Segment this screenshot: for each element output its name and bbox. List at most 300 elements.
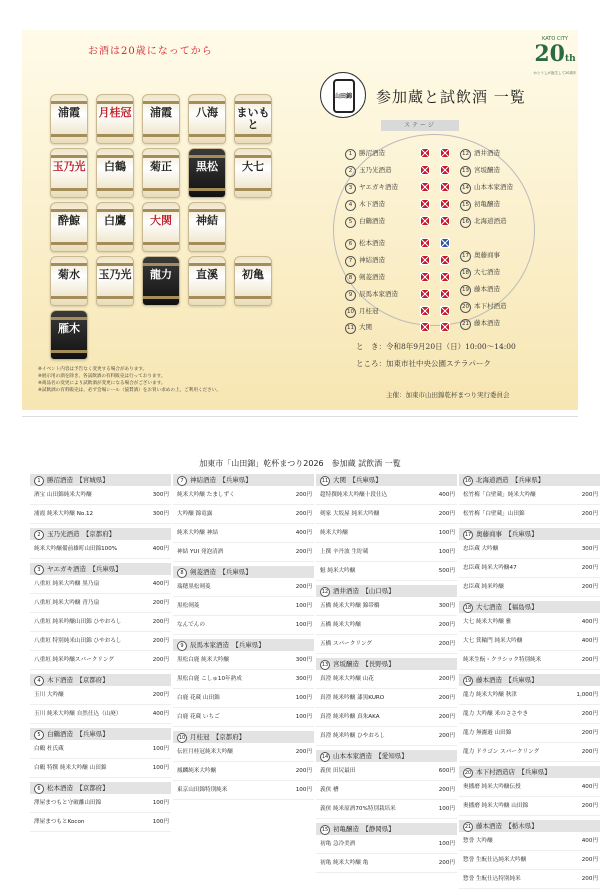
- brewery-header: [316, 750, 457, 762]
- sake-price: 200円: [581, 748, 598, 755]
- section-divider: [22, 416, 578, 417]
- sake-price: 100円: [152, 764, 169, 771]
- list-item: [316, 616, 457, 635]
- sake-price: 100円: [438, 529, 455, 536]
- stage-label: ステージ: [381, 120, 459, 131]
- sake-price: 200円: [581, 875, 598, 882]
- brewery-title: 松本酒造 【京都府】: [47, 784, 109, 792]
- sake-price: 400円: [295, 529, 312, 536]
- barrel-label: 玉乃光: [98, 268, 132, 281]
- barrel-label: 雁木: [58, 322, 80, 335]
- sake-price: 200円: [438, 786, 455, 793]
- sake-price: 200円: [152, 656, 169, 663]
- booth-marker-icon: [420, 272, 430, 282]
- list-item: [459, 797, 600, 816]
- booth-number: 3: [345, 183, 356, 194]
- list-item: [30, 740, 171, 759]
- logo-city-text: KATO CITY: [542, 36, 568, 42]
- sake-name: 澤屋まつもとKocon: [34, 818, 85, 825]
- brewery-title: 北海道酒造 【兵庫県】: [476, 476, 545, 484]
- barrel-label: 酔鯨: [58, 214, 80, 227]
- brewery-title: 月桂冠 【京都府】: [190, 733, 246, 741]
- booth-marker-icon: [440, 289, 450, 299]
- sake-name: 白鶴 杜氏蔵: [34, 745, 64, 752]
- sake-name: 八重垣 特別純米山田錦 ひやおろし: [34, 637, 122, 644]
- sake-name: 魁 純米大吟醸: [320, 567, 356, 574]
- sake-name: 八重垣 純米大吟醸 青乃扇: [34, 599, 100, 606]
- venue-brewery: [460, 250, 500, 262]
- sake-name: 白鹿 花蔵 山田錦: [177, 694, 220, 701]
- sake-price: 200円: [581, 656, 598, 663]
- booth-marker-icon: [420, 255, 430, 265]
- sake-price: 400円: [152, 545, 169, 552]
- sake-barrel: [50, 94, 88, 144]
- sake-name: 上撰 辛丹波 生貯蔵: [320, 548, 369, 555]
- event-datetime: と き：令和8年9月20日（日）10:00～14:00: [356, 342, 516, 351]
- booth-number: 11: [345, 323, 356, 334]
- list-item: [316, 854, 457, 873]
- brewery-number: 10: [178, 735, 186, 741]
- list-item: [173, 708, 314, 727]
- list-item: [459, 651, 600, 670]
- sake-price: 300円: [152, 491, 169, 498]
- barrel-label: 黒松: [196, 160, 218, 173]
- list-item: [316, 762, 457, 781]
- brewery-name: 勝沼酒造: [359, 149, 385, 157]
- sake-name: 鳳麟純米大吟醸: [177, 767, 217, 774]
- note-line: ※試飲酒の有料販売は、必ず会場シール（協賛酒）をお買い求めの上、ご利用ください。: [38, 388, 221, 393]
- booth-marker-icon: [440, 182, 450, 192]
- sake-barrel: [234, 148, 272, 198]
- brewery-header: [173, 639, 314, 651]
- sake-price: 200円: [152, 691, 169, 698]
- brewery-header: [459, 474, 600, 486]
- brewery-header: [459, 766, 600, 778]
- sake-name: 黒松剣菱: [177, 602, 200, 609]
- sake-name: 惣誉 生酛仕込純米大吟醸: [463, 856, 527, 863]
- sake-name: 酒宝 山田錦純米大吟醸: [34, 491, 92, 498]
- booth-marker-icon: [440, 148, 450, 158]
- brewery-name: 木下酒造: [359, 200, 385, 208]
- brewery-number: 16: [464, 478, 472, 484]
- list-item: [459, 705, 600, 724]
- sake-name: 白鹿 花蔵 いちご: [177, 713, 220, 720]
- booth-number: 2: [345, 166, 356, 177]
- venue-brewery: [345, 255, 385, 267]
- brewery-title: ヤエガキ酒造 【兵庫県】: [47, 565, 122, 573]
- sake-price: 200円: [295, 548, 312, 555]
- logo-number: [530, 42, 580, 71]
- sake-price: 200円: [295, 510, 312, 517]
- venue-brewery: [345, 322, 372, 334]
- logo-number-value: 20: [534, 41, 565, 67]
- brewery-title: 藤本酒造 【栃木県】: [476, 822, 538, 830]
- list-item: [459, 832, 600, 851]
- barrel-label: 龍力: [150, 268, 172, 281]
- brewery-header: [316, 823, 457, 835]
- sake-price: 200円: [295, 491, 312, 498]
- barrel-label: 菊水: [58, 268, 80, 281]
- sake-price: 200円: [581, 491, 598, 498]
- brewery-name: 月桂冠: [359, 307, 379, 315]
- list-item: [30, 632, 171, 651]
- booth-marker-icon: [420, 289, 430, 299]
- sake-price: 600円: [438, 767, 455, 774]
- brewery-number: 1: [34, 476, 44, 486]
- venue-brewery: [345, 238, 385, 250]
- venue-brewery: [345, 165, 392, 177]
- sake-name: 五橋 純米大吟醸: [320, 621, 361, 628]
- yamadanishiki-emblem-icon: [320, 72, 366, 118]
- event-place: ところ：加東市社中央公園ステラパーク: [356, 359, 491, 368]
- list-item: [316, 670, 457, 689]
- list-item: [459, 486, 600, 505]
- list-item: [459, 632, 600, 651]
- list-item: [173, 524, 314, 543]
- sake-barrel: [142, 148, 180, 198]
- sake-price: 200円: [438, 713, 455, 720]
- list-item: [173, 689, 314, 708]
- list-item: [173, 616, 314, 635]
- brewery-title: 剣菱酒造 【兵庫県】: [190, 568, 252, 576]
- sake-price: 200円: [438, 640, 455, 647]
- sake-barrel: [142, 202, 180, 252]
- sake-name: 神結 YUI 発泡清酒: [177, 548, 224, 555]
- sake-name: 伝匠月桂冠純米大吟醸: [177, 748, 233, 755]
- list-item: [173, 543, 314, 562]
- barrel-label: 大七: [242, 160, 264, 173]
- list-item: [30, 813, 171, 832]
- list-item: [459, 778, 600, 797]
- venue-brewery: [460, 318, 500, 330]
- logo-suffix: th: [564, 54, 576, 64]
- sake-name: 瑞穂黒松剣菱: [177, 583, 211, 590]
- brewery-name: 玉乃光酒造: [359, 166, 392, 174]
- sake-price: 300円: [295, 656, 312, 663]
- age-warning: お酒は20歳になってから: [88, 46, 213, 57]
- sake-price: 400円: [438, 491, 455, 498]
- barrel-label: 浦霞: [58, 106, 80, 119]
- sake-name: 黒松白鹿 こしゅ10年熟成: [177, 675, 242, 682]
- sake-price: 400円: [581, 618, 598, 625]
- booth-marker-icon: [420, 238, 430, 248]
- sake-name: 真澄 純米吟醸 真朱AKA: [320, 713, 380, 720]
- venue-brewery: [460, 182, 513, 194]
- venue-brewery: [345, 272, 385, 284]
- booth-marker-icon: [440, 216, 450, 226]
- sake-price: 400円: [581, 637, 598, 644]
- booth-number: 19: [460, 285, 471, 296]
- brewery-name: 奥藤商事: [474, 251, 500, 259]
- brewery-header: [30, 563, 171, 575]
- note-line: ※商品名の変更により試飲酒が変更になる場合がございます。: [38, 381, 166, 386]
- booth-number: 16: [460, 217, 471, 228]
- brewery-name: 藤本酒造: [474, 319, 500, 327]
- brewery-title: 山本本家酒造 【愛知県】: [333, 752, 408, 760]
- list-item: [30, 651, 171, 670]
- list-item: [316, 727, 457, 746]
- booth-marker-icon: [420, 182, 430, 192]
- brewery-number: 17: [464, 532, 472, 538]
- sake-name: 義侠 槽: [320, 786, 339, 793]
- venue-brewery: [460, 267, 500, 279]
- sake-price: 500円: [438, 567, 455, 574]
- list-item: [316, 781, 457, 800]
- venue-brewery: [460, 301, 507, 313]
- sake-barrel: [188, 256, 226, 306]
- brewery-number: 12: [321, 589, 329, 595]
- barrel-label: 八海: [196, 106, 218, 119]
- sake-price: 200円: [438, 621, 455, 628]
- booth-marker-icon: [440, 306, 450, 316]
- list-item: [459, 851, 600, 870]
- booth-marker-icon: [440, 199, 450, 209]
- brewery-name: 松本酒造: [359, 239, 385, 247]
- brewery-title: 宮坂醸造 【長野県】: [333, 660, 395, 668]
- sake-name: 惣誉 生酛仕込特別純米: [463, 875, 521, 882]
- sake-price: 200円: [438, 694, 455, 701]
- booth-number: 15: [460, 200, 471, 211]
- brewery-number: 15: [321, 827, 329, 833]
- list-item: [459, 724, 600, 743]
- brewery-number: 5: [34, 730, 44, 740]
- brewery-header: [173, 474, 314, 486]
- brewery-name: 剣菱酒造: [359, 273, 385, 281]
- barrel-label: 菊正: [150, 160, 172, 173]
- sake-barrel: [234, 256, 272, 306]
- list-item: [459, 686, 600, 705]
- booth-marker-icon: [440, 238, 450, 248]
- list-item: [316, 597, 457, 616]
- brewery-name: 神結酒造: [359, 256, 385, 264]
- brewery-header: [30, 782, 171, 794]
- list-item: [30, 794, 171, 813]
- booth-marker-icon: [420, 148, 430, 158]
- brewery-number: 9: [177, 641, 187, 651]
- sake-barrel: [50, 310, 88, 360]
- list-item: [173, 781, 314, 800]
- barrel-label: 直溪: [196, 268, 218, 281]
- brewery-title: 玉乃光酒造 【京都府】: [47, 530, 116, 538]
- barrel-label: 玉乃光: [52, 160, 86, 173]
- sake-price: 100円: [152, 799, 169, 806]
- brewery-title: 白鶴酒造 【兵庫県】: [47, 730, 109, 738]
- note-line: ※イベント内容は予告なく変更する場合があります。: [38, 367, 148, 372]
- sake-price: 400円: [152, 710, 169, 717]
- sake-name: 八重垣 純米吟醸山田錦 ひやおろし: [34, 618, 122, 625]
- brewery-header: [173, 731, 314, 743]
- sake-name: 奥播磨 純米大吟醸伝授: [463, 783, 521, 790]
- list-item: [173, 578, 314, 597]
- brewery-name: 山本本家酒造: [474, 183, 513, 191]
- sake-name: 龍力 大吟醸 米のささやき: [463, 710, 529, 717]
- list-item: [173, 651, 314, 670]
- sake-price: 100円: [152, 818, 169, 825]
- sake-name: 玉川 大吟醸: [34, 691, 64, 698]
- venue-brewery: [460, 165, 500, 177]
- booth-marker-icon: [420, 165, 430, 175]
- sake-barrel: [50, 148, 88, 198]
- brewery-title: 本下村酒造店 【兵庫県】: [476, 768, 551, 776]
- brewery-number: 7: [177, 476, 187, 486]
- brewery-header: [459, 528, 600, 540]
- sake-name: 忠臣蔵 純米吟醸: [463, 583, 504, 590]
- brewery-number: 8: [177, 568, 187, 578]
- sake-name: 超特撰純米大吟醸十段仕込: [320, 491, 388, 498]
- sake-price: 400円: [152, 580, 169, 587]
- brewery-title: 木下酒造 【京都府】: [47, 676, 109, 684]
- sake-barrel: [96, 148, 134, 198]
- sake-name: 剣家 大坂屋 純米大吟醸: [320, 510, 380, 517]
- sake-name: 松竹梅「白壁蔵」山田錦: [463, 510, 525, 517]
- sake-price: 400円: [581, 783, 598, 790]
- brewery-header: [316, 474, 457, 486]
- list-item: [316, 524, 457, 543]
- venue-brewery: [345, 148, 385, 160]
- sake-price: 100円: [438, 805, 455, 812]
- sake-barrel: [234, 94, 272, 144]
- list-item: [316, 835, 457, 854]
- brewery-name: 本下村酒造: [474, 302, 507, 310]
- sake-barrel: [142, 256, 180, 306]
- brewery-header: [459, 601, 600, 613]
- booth-marker-icon: [440, 165, 450, 175]
- list-column: [30, 470, 171, 832]
- brewery-header: [459, 820, 600, 832]
- sake-price: 100円: [295, 694, 312, 701]
- booth-number: 9: [345, 290, 356, 301]
- sake-price: 100円: [295, 786, 312, 793]
- sake-barrel: [96, 256, 134, 306]
- list-item: [30, 705, 171, 724]
- brewery-number: 2: [34, 530, 44, 540]
- venue-brewery: [345, 182, 398, 194]
- sake-name: 忠臣蔵 大吟醸: [463, 545, 499, 552]
- sake-name: 初亀 急冷美酒: [320, 840, 356, 847]
- brewery-number: 14: [321, 754, 329, 760]
- sake-name: 東京山田錦特別純米: [177, 786, 228, 793]
- sake-price: 1,000円: [576, 691, 598, 698]
- sake-name: 龍力 純米大吟醸 秋津: [463, 691, 517, 698]
- sake-name: 松竹梅「白壁蔵」純米大吟醸: [463, 491, 536, 498]
- brewery-number: 18: [464, 605, 472, 611]
- brewery-name: ヤエガキ酒造: [359, 183, 398, 191]
- brewery-name: 辰馬本家酒造: [359, 290, 398, 298]
- booth-marker-icon: [440, 322, 450, 332]
- list-item: [30, 540, 171, 559]
- brewery-number: 3: [34, 565, 44, 575]
- sake-price: 200円: [438, 510, 455, 517]
- sake-name: 純米大吟醸 神結: [177, 529, 218, 536]
- brewery-number: 11: [321, 478, 329, 484]
- sake-price: 200円: [152, 618, 169, 625]
- list-item: [30, 594, 171, 613]
- list-item: [459, 743, 600, 762]
- list-item: [173, 505, 314, 524]
- list-item: [459, 870, 600, 889]
- barrel-label: 月桂冠: [98, 106, 132, 119]
- logo-caption: かとうしが誕生して20周年: [533, 71, 577, 75]
- brewery-title: 勝沼酒造 【宮城県】: [47, 476, 109, 484]
- booth-number: 20: [460, 302, 471, 313]
- page-title: 参加蔵と試飲酒 一覧: [376, 88, 526, 106]
- brewery-title: 藤本酒造 【兵庫県】: [476, 676, 538, 684]
- sake-price: 200円: [581, 802, 598, 809]
- list-item: [316, 486, 457, 505]
- sake-barrel: [96, 94, 134, 144]
- booth-number: 21: [460, 319, 471, 330]
- sake-price: 200円: [438, 859, 455, 866]
- brewery-header: [459, 674, 600, 686]
- brewery-header: [30, 474, 171, 486]
- brewery-name: 酒井酒造: [474, 149, 500, 157]
- sake-price: 300円: [438, 602, 455, 609]
- sake-name: 真澄 純米吟醸 漆黒KURO: [320, 694, 385, 701]
- list-item: [459, 559, 600, 578]
- sake-barrel: [188, 148, 226, 198]
- sake-barrel: [50, 256, 88, 306]
- sake-name: 大七 箕輪門 純米大吟醸: [463, 637, 523, 644]
- list-item: [316, 800, 457, 819]
- sake-name: 奥播磨 純米大吟醸 山田錦: [463, 802, 529, 809]
- sake-name: 真澄 純米吟醸 ひやおろし: [320, 732, 386, 739]
- sake-barrel: [188, 202, 226, 252]
- brewery-header: [30, 674, 171, 686]
- barrel-label: 白鷹: [104, 214, 126, 227]
- booth-marker-icon: [420, 306, 430, 316]
- sake-name: 純米生酛・クラシック特別純米: [463, 656, 542, 663]
- sake-name: 義侠 田尻最田: [320, 767, 356, 774]
- sake-name: 五橋 純米大吟醸 錦帯橋: [320, 602, 380, 609]
- sake-price: 200円: [581, 856, 598, 863]
- sake-price: 300円: [581, 545, 598, 552]
- booth-number: 10: [345, 307, 356, 318]
- booth-number: 18: [460, 268, 471, 279]
- sake-price: 300円: [152, 510, 169, 517]
- sake-price: 300円: [295, 675, 312, 682]
- brewery-title: 辰馬本家酒造 【兵庫県】: [190, 641, 265, 649]
- brewery-header: [316, 658, 457, 670]
- brewery-number: 20: [464, 770, 472, 776]
- list-item: [30, 575, 171, 594]
- sake-price: 200円: [152, 637, 169, 644]
- sake-name: 真澄 純米大吟醸 山花: [320, 675, 374, 682]
- booth-number: 5: [345, 217, 356, 228]
- brewery-number: 13: [321, 662, 329, 668]
- list-item: [316, 562, 457, 581]
- sake-price: 100円: [295, 713, 312, 720]
- list-item: [459, 540, 600, 559]
- booth-marker-icon: [440, 255, 450, 265]
- sake-price: 200円: [581, 729, 598, 736]
- sake-barrel-grid: [50, 94, 280, 354]
- venue-brewery: [345, 289, 398, 301]
- sake-price: 100円: [152, 745, 169, 752]
- list-item: [316, 708, 457, 727]
- sake-price: 200円: [581, 510, 598, 517]
- list-title: 加東市「山田錦」乾杯まつり2026 参加蔵 試飲酒 一覧: [199, 459, 401, 468]
- list-item: [30, 486, 171, 505]
- sake-price: 200円: [438, 732, 455, 739]
- booth-number: 7: [345, 256, 356, 267]
- barrel-label: 神結: [196, 214, 218, 227]
- list-item: [459, 613, 600, 632]
- sake-name: 龍力 無濾過 山田錦: [463, 729, 512, 736]
- brewery-title: 大七酒造 【福島県】: [476, 603, 538, 611]
- booth-number: 8: [345, 273, 356, 284]
- list-item: [173, 597, 314, 616]
- brewery-title: 奥藤商事 【兵庫県】: [476, 530, 538, 538]
